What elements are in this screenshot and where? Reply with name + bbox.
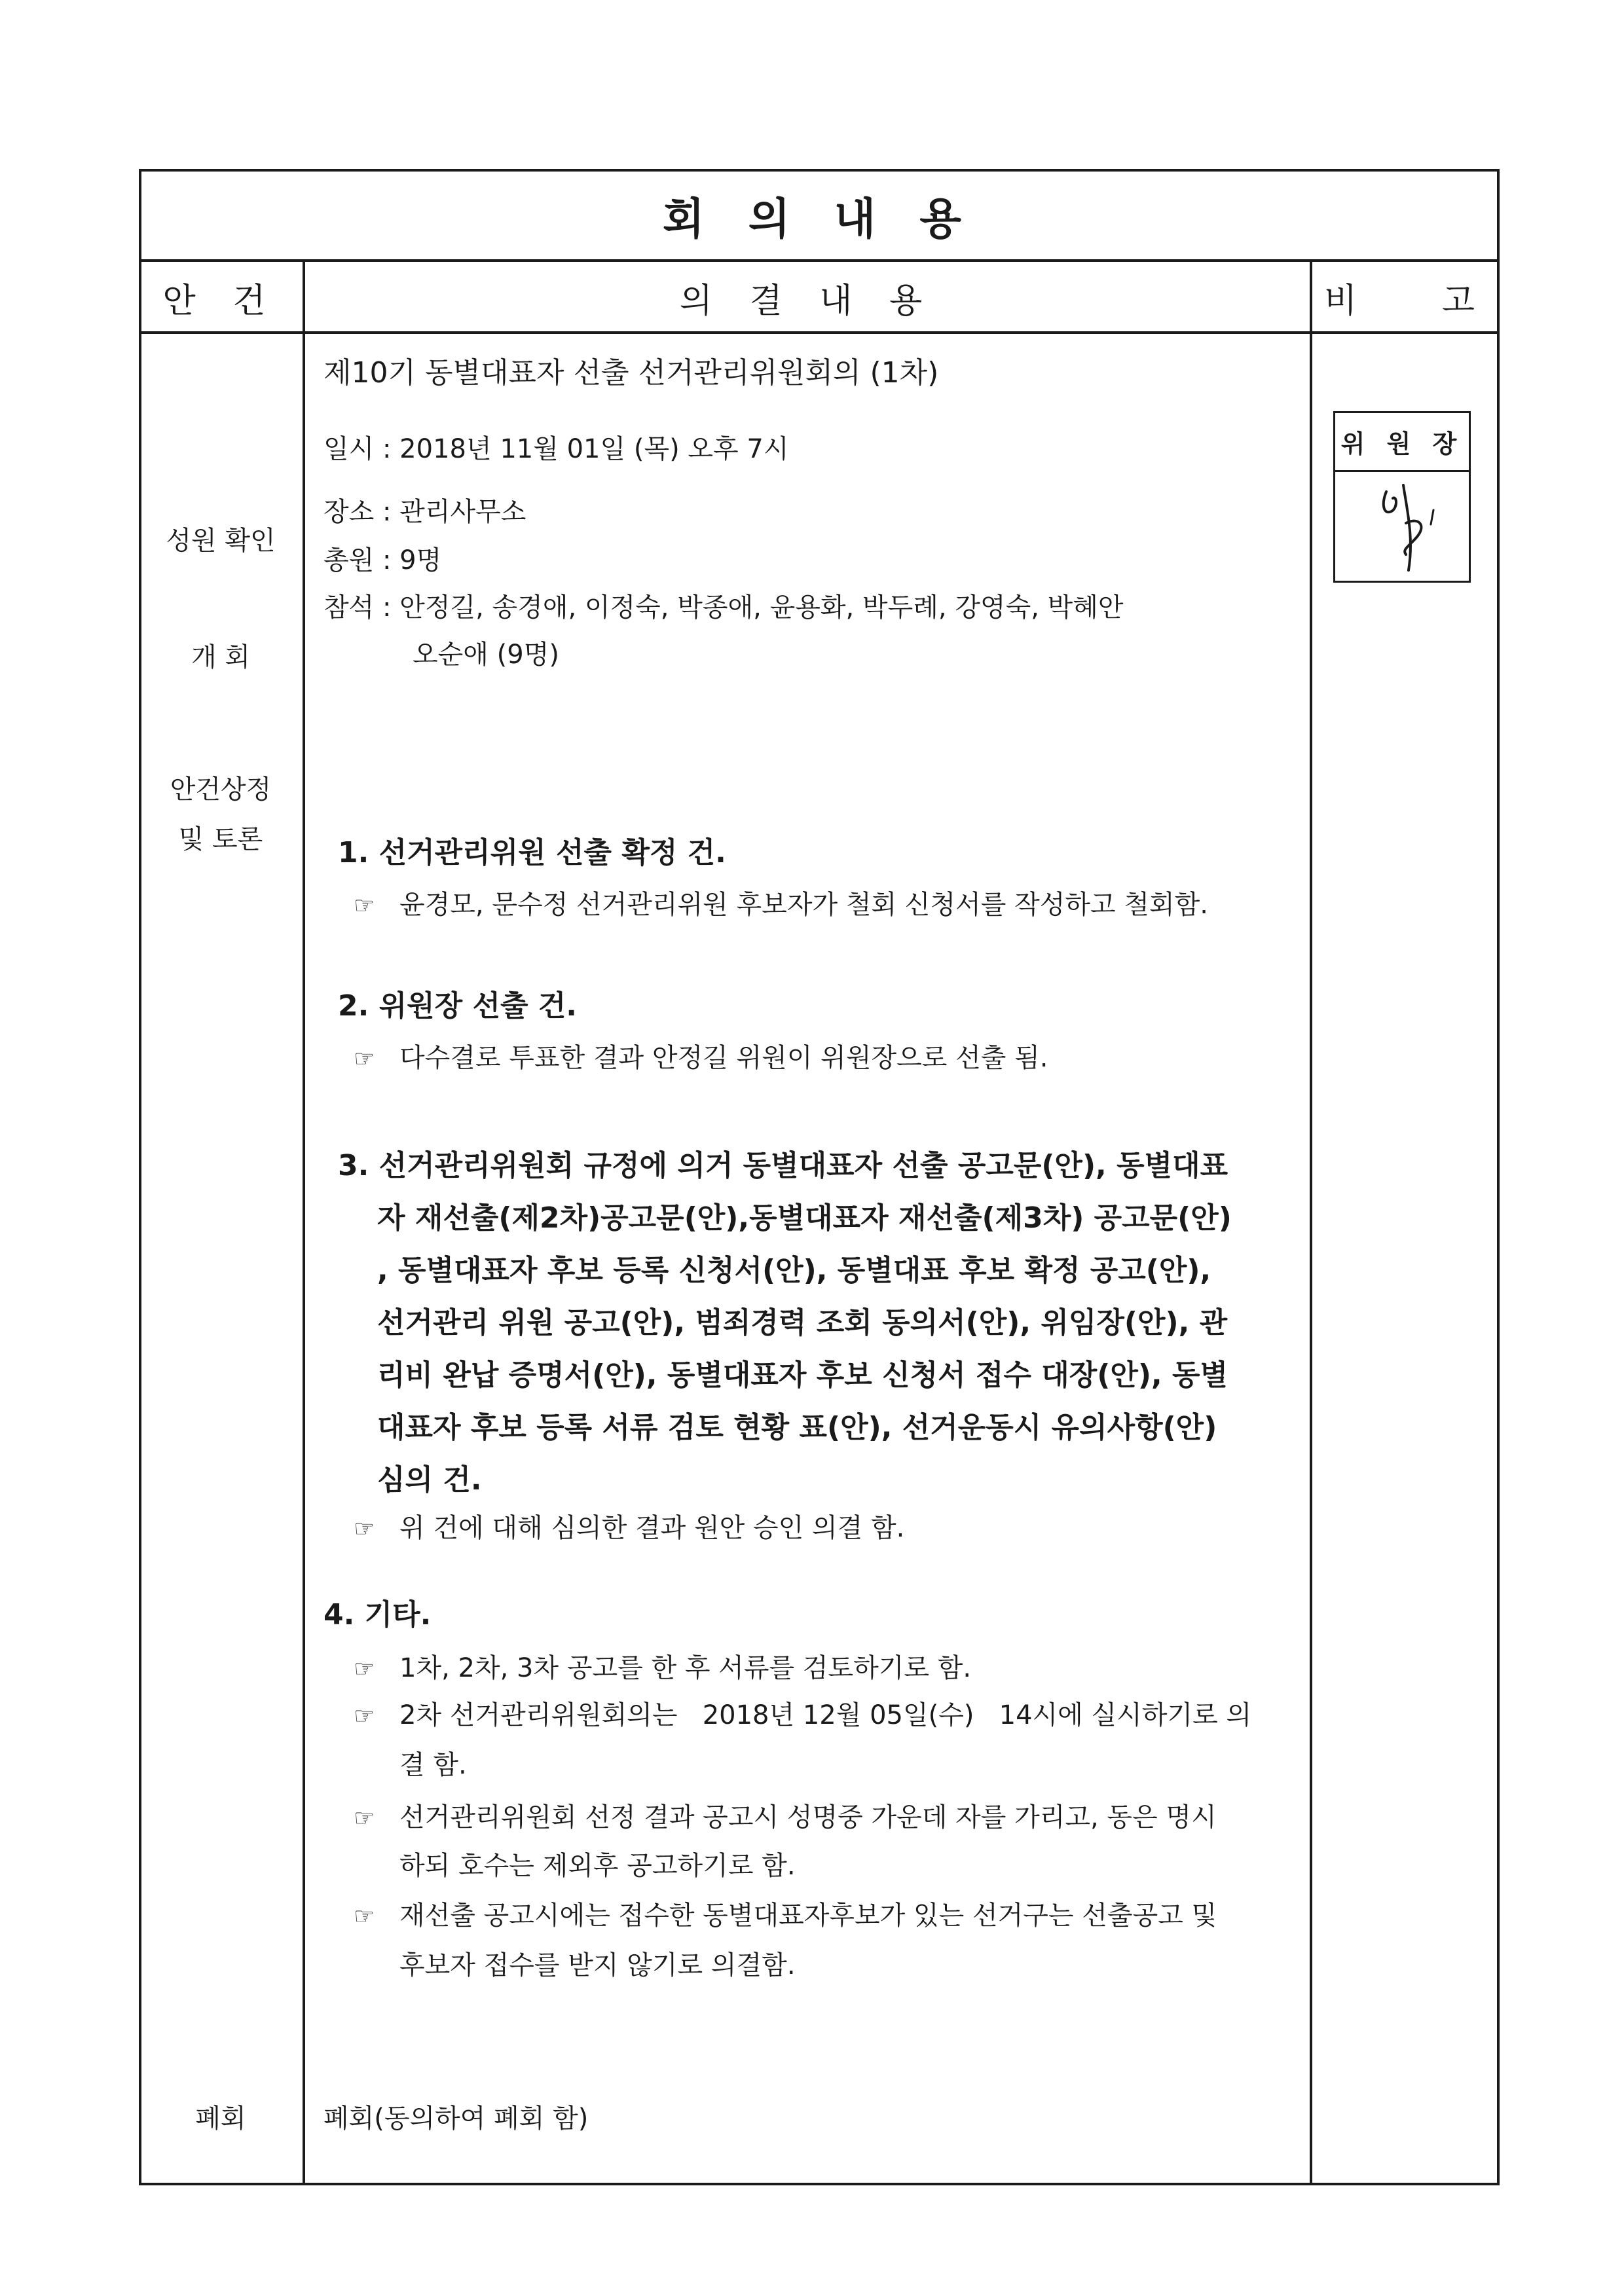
chairman-signature-box	[1333, 411, 1471, 583]
meeting-datetime: 일시 : 2018년 11월 01일 (목) 오후 7시	[323, 434, 789, 464]
document-title: 회 의 내 용	[663, 193, 976, 244]
label-quorum: 성원 확인	[166, 526, 276, 556]
agenda-item-4-result-1: ☞ 1차, 2차, 3차 공고를 한 후 서류를 검토하기로 함.	[354, 1645, 971, 1693]
agenda-item-4-result-2: ☞ 2차 선거관리위원회의는 2018년 12월 05일(수) 14시에 실시하기로 의	[354, 1692, 1251, 1740]
agenda-item-3-line3: , 동별대표자 후보 등록 신청서(안), 동별대표 후보 확정 공고(안),	[377, 1254, 1211, 1287]
column-divider-left	[303, 261, 305, 2184]
agenda-item-3-line5: 리비 완납 증명서(안), 동별대표자 후보 신청서 접수 대장(안), 동별	[377, 1358, 1228, 1392]
agenda-item-2: 2. 위원장 선출 건.	[338, 989, 578, 1023]
column-header-note: 비 고	[1323, 281, 1488, 321]
meeting-attendees-line2: 오순애 (9명)	[413, 640, 559, 670]
agenda-item-4-result-4-cont: 후보자 접수를 받지 않기로 의결함.	[399, 1950, 796, 1980]
agenda-item-3-line6: 대표자 후보 등록 서류 검토 현황 표(안), 선거운동시 유의사항(안)	[377, 1411, 1217, 1444]
pointing-hand-icon: ☞	[354, 1703, 375, 1730]
label-opening: 개 회	[191, 642, 250, 672]
agenda-item-1: 1. 선거관리위원 선출 확정 건.	[338, 836, 726, 869]
agenda-item-3-line1: 3. 선거관리위원회 규정에 의거 동별대표자 선출 공고문(안), 동별대표	[338, 1149, 1228, 1182]
label-agenda-line2: 및 토론	[178, 824, 263, 854]
column-header-agenda: 안 건	[162, 281, 279, 321]
pointing-hand-icon: ☞	[354, 1805, 375, 1832]
agenda-item-4-result-2-cont: 결 함.	[399, 1750, 467, 1780]
pointing-hand-icon: ☞	[354, 1656, 375, 1683]
agenda-item-4-result-3: ☞ 선거관리위원회 선정 결과 공고시 성명중 가운데 자를 가리고, 동은 명시	[354, 1794, 1217, 1842]
chairman-label: 위 원 장	[1335, 413, 1469, 472]
label-agenda-line1: 안건상정	[170, 774, 272, 805]
column-header-decision: 의 결 내 용	[679, 281, 936, 321]
closing-text: 폐회(동의하여 폐회 함)	[323, 2104, 589, 2134]
meeting-heading: 제10기 동별대표자 선출 선거관리위원회의 (1차)	[323, 356, 939, 390]
meeting-place: 장소 : 관리사무소	[323, 497, 526, 527]
agenda-item-4-result-4: ☞ 재선출 공고시에는 접수한 동별대표자후보가 있는 선거구는 선출공고 및	[354, 1892, 1217, 1941]
pointing-hand-icon: ☞	[354, 892, 375, 919]
agenda-item-3-result: ☞ 위 건에 대해 심의한 결과 원안 승인 의결 함.	[354, 1504, 904, 1553]
agenda-item-3-line4: 선거관리 위원 공고(안), 범죄경력 조회 동의서(안), 위임장(안), 관	[377, 1306, 1228, 1339]
agenda-item-1-result: ☞ 윤경모, 문수정 선거관리위원 후보자가 철회 신청서를 작성하고 철회함.	[354, 881, 1208, 930]
label-closing: 폐회	[195, 2104, 246, 2134]
meeting-attendees-line1: 참석 : 안정길, 송경애, 이정숙, 박종애, 윤용화, 박두례, 강영숙, 박혜안	[323, 592, 1124, 623]
column-divider-right	[1310, 261, 1312, 2184]
agenda-item-4-result-3-cont: 하되 호수는 제외후 공고하기로 함.	[399, 1851, 796, 1881]
pointing-hand-icon: ☞	[354, 1903, 375, 1930]
signature-icon	[1335, 472, 1469, 581]
agenda-item-2-result: ☞ 다수결로 투표한 결과 안정길 위원이 위원장으로 선출 됨.	[354, 1034, 1048, 1083]
pointing-hand-icon: ☞	[354, 1516, 375, 1542]
agenda-item-3-line2: 자 재선출(제2차)공고문(안),동별대표자 재선출(제3차) 공고문(안)	[377, 1201, 1232, 1235]
meeting-total: 총원 : 9명	[323, 545, 442, 575]
pointing-hand-icon: ☞	[354, 1046, 375, 1072]
agenda-item-3-line7: 심의 건.	[377, 1463, 482, 1497]
agenda-item-4: 4. 기타.	[323, 1598, 432, 1631]
